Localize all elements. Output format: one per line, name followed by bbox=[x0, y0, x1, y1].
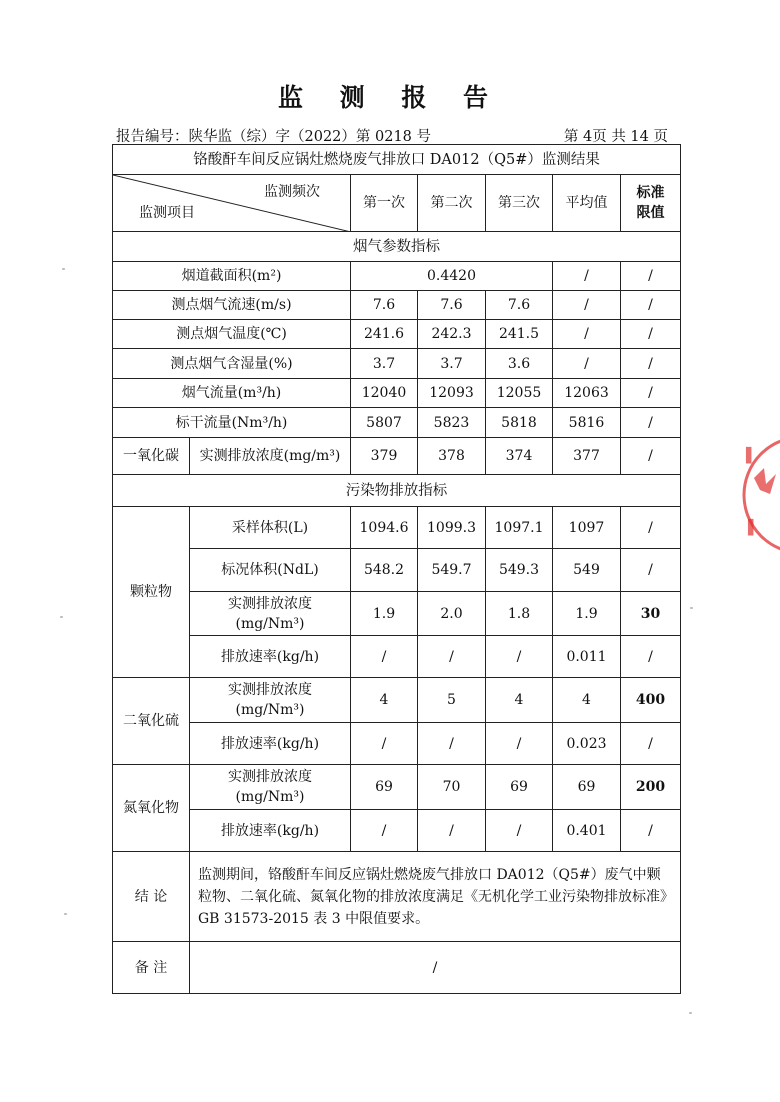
param-name: 测点烟气温度(℃) bbox=[113, 320, 351, 349]
value-2: 242.3 bbox=[418, 320, 486, 349]
avg-value: 549 bbox=[553, 549, 621, 592]
table-row bbox=[113, 262, 681, 291]
monitoring-results-table bbox=[112, 144, 681, 994]
limit-value: 200 bbox=[621, 765, 681, 810]
remarks-value: / bbox=[190, 942, 681, 994]
limit-value: / bbox=[621, 549, 681, 592]
value-1: 548.2 bbox=[351, 549, 418, 592]
table-row bbox=[113, 765, 681, 810]
avg-value: / bbox=[553, 349, 621, 379]
value-2: 7.6 bbox=[418, 291, 486, 320]
table-title: 铬酸酐车间反应锅灶燃烧废气排放口 DA012（Q5#）监测结果 bbox=[113, 145, 681, 175]
section-pollutants: 污染物排放指标 bbox=[113, 475, 681, 507]
page-info: 第 4页 共 14 页 bbox=[563, 129, 668, 145]
limit-value: / bbox=[621, 408, 681, 438]
param-name bbox=[190, 765, 351, 810]
group-name: 颗粒物 bbox=[113, 507, 190, 678]
group-name: 一氧化碳 bbox=[113, 438, 190, 475]
param-name: 标况体积(NdL) bbox=[190, 549, 351, 592]
value-2: 2.0 bbox=[418, 592, 486, 636]
param-name bbox=[190, 678, 351, 723]
table-row bbox=[113, 408, 681, 438]
table-row bbox=[113, 592, 681, 636]
value-2: 378 bbox=[418, 438, 486, 475]
avg-value: / bbox=[553, 320, 621, 349]
value-3: / bbox=[486, 636, 553, 678]
value-3: 1097.1 bbox=[486, 507, 553, 549]
table-row bbox=[113, 549, 681, 592]
limit-value: / bbox=[621, 810, 681, 852]
table-row bbox=[113, 723, 681, 765]
limit-value: / bbox=[621, 291, 681, 320]
avg-value: 12063 bbox=[553, 379, 621, 408]
param-name bbox=[190, 592, 351, 636]
param-name: 测点烟气流速(m/s) bbox=[113, 291, 351, 320]
partial-seal bbox=[740, 420, 780, 570]
value-2: 549.7 bbox=[418, 549, 486, 592]
value-2: 5 bbox=[418, 678, 486, 723]
table-row bbox=[113, 810, 681, 852]
value-3: / bbox=[486, 723, 553, 765]
value-3: 69 bbox=[486, 765, 553, 810]
report-number: 报告编号：陕华监（综）字（2022）第 0218 号 bbox=[116, 129, 432, 145]
col-limit-line2: 限值 bbox=[636, 205, 665, 221]
limit-value: 400 bbox=[621, 678, 681, 723]
col-limit-line1: 标准 bbox=[636, 185, 665, 201]
value-2: 3.7 bbox=[418, 349, 486, 379]
frequency-label: 监测频次 bbox=[264, 184, 320, 200]
remarks-label: 备 注 bbox=[113, 942, 190, 994]
scan-speck bbox=[60, 616, 63, 618]
value-3: 4 bbox=[486, 678, 553, 723]
seal-fragment-1: ▌ bbox=[746, 448, 757, 464]
limit-value: / bbox=[621, 438, 681, 475]
limit-value: / bbox=[621, 262, 681, 291]
value-3: 374 bbox=[486, 438, 553, 475]
value-1: 12040 bbox=[351, 379, 418, 408]
param-name-line2: (mg/Nm³) bbox=[235, 615, 305, 632]
avg-value: 377 bbox=[553, 438, 621, 475]
table-row bbox=[113, 379, 681, 408]
value-2: / bbox=[418, 723, 486, 765]
limit-value: / bbox=[621, 723, 681, 765]
value-1: 4 bbox=[351, 678, 418, 723]
remarks-row bbox=[113, 942, 681, 994]
value-1: 1094.6 bbox=[351, 507, 418, 549]
report-title: 监 测 报 告 bbox=[277, 83, 503, 112]
col-third: 第三次 bbox=[486, 175, 553, 232]
param-name-line2: (mg/Nm³) bbox=[235, 789, 305, 805]
param-name: 采样体积(L) bbox=[190, 507, 351, 549]
value-1: 1.9 bbox=[351, 592, 418, 636]
table-header-row bbox=[113, 175, 681, 232]
table-row bbox=[113, 636, 681, 678]
limit-value: / bbox=[621, 379, 681, 408]
section-row bbox=[113, 475, 681, 507]
value-3: 1.8 bbox=[486, 592, 553, 636]
table-row bbox=[113, 349, 681, 379]
param-name: 测点烟气含湿量(%) bbox=[113, 349, 351, 379]
avg-value: 0.011 bbox=[553, 636, 621, 678]
value-3: 12055 bbox=[486, 379, 553, 408]
param-name: 实测排放浓度(mg/m³) bbox=[190, 438, 351, 475]
group-name: 二氧化硫 bbox=[113, 678, 190, 765]
value-3: 3.6 bbox=[486, 349, 553, 379]
conclusion-text: 监测期间，铬酸酐车间反应锅灶燃烧废气排放口 DA012（Q5#）废气中颗粒物、二氧化硫、氮氧化物的排放浓度满足《无机化学工业污染物排放标准》GB 31573-2015 表 3 中限值要求。 bbox=[190, 852, 681, 942]
param-name: 排放速率(kg/h) bbox=[190, 723, 351, 765]
avg-value: 1097 bbox=[553, 507, 621, 549]
avg-value: 0.401 bbox=[553, 810, 621, 852]
avg-value: / bbox=[553, 262, 621, 291]
limit-value: / bbox=[621, 636, 681, 678]
value-2: 1099.3 bbox=[418, 507, 486, 549]
scan-speck bbox=[689, 1012, 692, 1014]
scan-speck bbox=[690, 607, 693, 609]
seal-graphic bbox=[740, 420, 780, 570]
section-row bbox=[113, 232, 681, 262]
limit-value: 30 bbox=[621, 592, 681, 636]
conclusion-label: 结 论 bbox=[113, 852, 190, 942]
table-row bbox=[113, 438, 681, 475]
avg-value: 5816 bbox=[553, 408, 621, 438]
param-name-line1: 实测排放浓度 bbox=[228, 769, 312, 785]
value-1: 379 bbox=[351, 438, 418, 475]
param-name-line2: (mg/Nm³) bbox=[235, 702, 305, 718]
value-1: 3.7 bbox=[351, 349, 418, 379]
value-2: 70 bbox=[418, 765, 486, 810]
value-3: / bbox=[486, 810, 553, 852]
item-label: 监测项目 bbox=[139, 205, 195, 221]
scan-speck bbox=[62, 268, 65, 270]
value-1: / bbox=[351, 723, 418, 765]
conclusion-row bbox=[113, 852, 681, 942]
value-1: / bbox=[351, 810, 418, 852]
value-3: 549.3 bbox=[486, 549, 553, 592]
table-row bbox=[113, 291, 681, 320]
param-name-line1: 实测排放浓度 bbox=[228, 682, 312, 698]
value-3: 5818 bbox=[486, 408, 553, 438]
scan-speck bbox=[64, 913, 67, 915]
value-1: 7.6 bbox=[351, 291, 418, 320]
seal-fragment-2: ▌ bbox=[748, 520, 759, 536]
value-2: / bbox=[418, 636, 486, 678]
param-name-line1: 实测排放浓度 bbox=[228, 595, 312, 612]
value-3: 7.6 bbox=[486, 291, 553, 320]
value-2: 12093 bbox=[418, 379, 486, 408]
avg-value: / bbox=[553, 291, 621, 320]
avg-value: 69 bbox=[553, 765, 621, 810]
merged-value: 0.4420 bbox=[351, 262, 553, 291]
param-name: 烟道截面积(m²) bbox=[113, 262, 351, 291]
value-2: / bbox=[418, 810, 486, 852]
value-1: 5807 bbox=[351, 408, 418, 438]
value-1: 69 bbox=[351, 765, 418, 810]
table-row bbox=[113, 507, 681, 549]
avg-value: 1.9 bbox=[553, 592, 621, 636]
col-limit bbox=[621, 175, 681, 232]
table-row bbox=[113, 320, 681, 349]
col-first: 第一次 bbox=[351, 175, 418, 232]
param-name: 排放速率(kg/h) bbox=[190, 636, 351, 678]
value-3: 241.5 bbox=[486, 320, 553, 349]
param-name: 标干流量(Nm³/h) bbox=[113, 408, 351, 438]
limit-value: / bbox=[621, 507, 681, 549]
avg-value: 4 bbox=[553, 678, 621, 723]
avg-value: 0.023 bbox=[553, 723, 621, 765]
col-second: 第二次 bbox=[418, 175, 486, 232]
value-2: 5823 bbox=[418, 408, 486, 438]
col-average: 平均值 bbox=[553, 175, 621, 232]
param-name: 烟气流量(m³/h) bbox=[113, 379, 351, 408]
section-flue-params: 烟气参数指标 bbox=[113, 232, 681, 262]
limit-value: / bbox=[621, 349, 681, 379]
group-name: 氮氧化物 bbox=[113, 765, 190, 852]
value-1: 241.6 bbox=[351, 320, 418, 349]
value-1: / bbox=[351, 636, 418, 678]
limit-value: / bbox=[621, 320, 681, 349]
param-name: 排放速率(kg/h) bbox=[190, 810, 351, 852]
diagonal-header-cell bbox=[113, 175, 351, 232]
table-title-row bbox=[113, 145, 681, 175]
table-row bbox=[113, 678, 681, 723]
